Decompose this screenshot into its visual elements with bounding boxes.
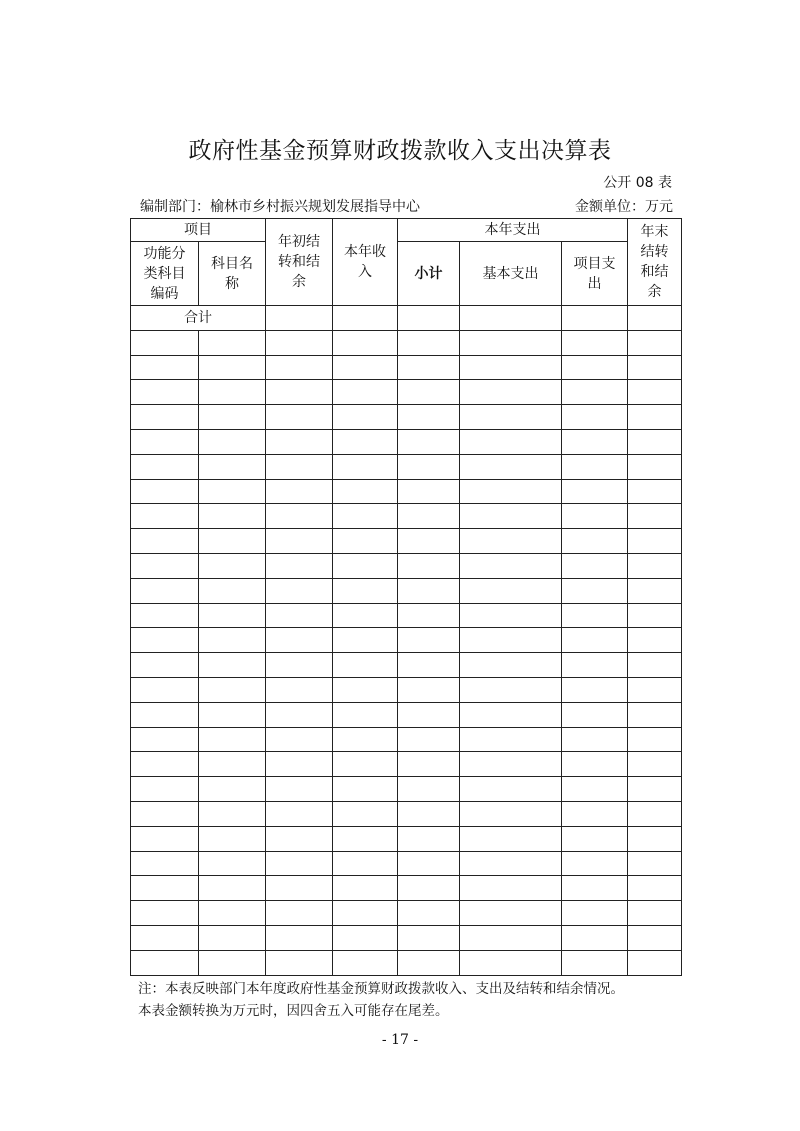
table-cell	[266, 306, 333, 331]
table-cell	[460, 777, 562, 802]
table-cell	[628, 777, 682, 802]
table-cell	[199, 950, 266, 975]
table-cell	[562, 653, 628, 678]
table-row	[131, 454, 682, 479]
table-row	[131, 405, 682, 430]
table-cell	[199, 405, 266, 430]
table-row	[131, 653, 682, 678]
department-label: 编制部门：榆林市乡村振兴规划发展指导中心	[140, 199, 420, 215]
table-cell	[199, 653, 266, 678]
table-cell	[562, 851, 628, 876]
table-cell	[562, 603, 628, 628]
table-row	[131, 603, 682, 628]
table-cell	[460, 380, 562, 405]
table-cell	[460, 826, 562, 851]
table-row	[131, 851, 682, 876]
table-row	[131, 801, 682, 826]
table-cell	[628, 355, 682, 380]
table-cell	[398, 702, 460, 727]
table-cell	[131, 801, 199, 826]
table-cell	[562, 826, 628, 851]
table-cell	[562, 876, 628, 901]
table-cell	[266, 405, 333, 430]
table-cell	[333, 727, 398, 752]
table-cell	[199, 355, 266, 380]
table-cell	[398, 653, 460, 678]
table-cell	[266, 355, 333, 380]
table-cell	[266, 628, 333, 653]
table-cell	[131, 405, 199, 430]
table-cell	[333, 950, 398, 975]
table-cell	[628, 727, 682, 752]
table-row	[131, 777, 682, 802]
table-cell	[131, 851, 199, 876]
table-cell	[398, 454, 460, 479]
table-cell	[333, 429, 398, 454]
table-cell	[266, 702, 333, 727]
table-cell	[199, 504, 266, 529]
table-cell	[266, 529, 333, 554]
table-cell	[562, 330, 628, 355]
table-cell	[628, 330, 682, 355]
table-cell	[460, 901, 562, 926]
table-cell	[199, 454, 266, 479]
table-cell	[562, 529, 628, 554]
table-cell	[199, 380, 266, 405]
table-cell	[460, 950, 562, 975]
table-cell	[333, 628, 398, 653]
table-cell	[333, 901, 398, 926]
table-cell	[266, 429, 333, 454]
footnote-line-1: 注：本表反映部门本年度政府性基金预算财政拨款收入、支出及结转和结余情况。	[138, 981, 624, 997]
table-cell	[398, 330, 460, 355]
table-row	[131, 504, 682, 529]
table-cell	[199, 628, 266, 653]
table-cell	[460, 628, 562, 653]
table-cell	[131, 330, 199, 355]
table-cell	[398, 727, 460, 752]
table-cell	[398, 429, 460, 454]
table-cell	[333, 801, 398, 826]
table-cell	[266, 454, 333, 479]
table-cell	[199, 603, 266, 628]
table-cell	[562, 727, 628, 752]
table-cell	[398, 306, 460, 331]
table-cell	[460, 454, 562, 479]
table-cell	[266, 677, 333, 702]
table-cell	[266, 479, 333, 504]
table-cell	[628, 479, 682, 504]
table-cell	[628, 826, 682, 851]
table-row	[131, 429, 682, 454]
table-row	[131, 826, 682, 851]
table-cell	[398, 851, 460, 876]
table-cell	[199, 925, 266, 950]
table-cell	[199, 752, 266, 777]
table-row	[131, 702, 682, 727]
table-cell	[131, 380, 199, 405]
table-cell	[562, 479, 628, 504]
table-cell	[398, 380, 460, 405]
footnote-line-2: 本表金额转换为万元时，因四舍五入可能存在尾差。	[138, 1003, 449, 1019]
table-cell	[333, 578, 398, 603]
table-cell	[460, 405, 562, 430]
table-cell	[333, 851, 398, 876]
header-project: 项目	[131, 219, 266, 242]
table-cell	[562, 306, 628, 331]
table-cell	[460, 801, 562, 826]
table-cell	[199, 876, 266, 901]
table-cell	[562, 752, 628, 777]
header-subtotal: 小计	[398, 242, 460, 306]
table-cell	[460, 925, 562, 950]
table-cell	[628, 925, 682, 950]
table-row	[131, 752, 682, 777]
table-cell	[199, 677, 266, 702]
table-row	[131, 529, 682, 554]
table-cell	[460, 355, 562, 380]
table-cell	[333, 925, 398, 950]
table-cell	[628, 653, 682, 678]
table-cell	[562, 553, 628, 578]
table-row	[131, 479, 682, 504]
table-cell	[131, 653, 199, 678]
header-end-balance: 年末结转和结余	[628, 219, 682, 306]
table-cell	[562, 380, 628, 405]
table-cell	[398, 578, 460, 603]
table-cell	[131, 529, 199, 554]
table-cell	[266, 380, 333, 405]
table-cell	[562, 355, 628, 380]
table-cell	[131, 925, 199, 950]
table-cell	[333, 454, 398, 479]
table-row	[131, 628, 682, 653]
table-cell	[460, 306, 562, 331]
table-cell	[562, 950, 628, 975]
table-cell	[199, 826, 266, 851]
table-cell	[266, 851, 333, 876]
table-cell	[628, 429, 682, 454]
table-cell	[562, 504, 628, 529]
table-cell	[131, 628, 199, 653]
table-cell	[266, 801, 333, 826]
table-cell	[628, 603, 682, 628]
table-cell	[562, 628, 628, 653]
table-cell	[333, 405, 398, 430]
table-cell	[460, 479, 562, 504]
table-cell	[333, 479, 398, 504]
table-cell	[628, 752, 682, 777]
table-cell	[628, 405, 682, 430]
table-cell	[562, 777, 628, 802]
header-begin-balance: 年初结转和结余	[266, 219, 333, 306]
table-cell	[199, 479, 266, 504]
table-cell	[333, 504, 398, 529]
table-cell	[333, 752, 398, 777]
table-cell	[131, 727, 199, 752]
table-cell	[628, 553, 682, 578]
table-cell	[266, 603, 333, 628]
table-cell	[131, 752, 199, 777]
table-cell	[562, 578, 628, 603]
table-cell	[460, 578, 562, 603]
table-cell	[266, 578, 333, 603]
table-cell	[266, 777, 333, 802]
table-cell	[398, 826, 460, 851]
table-row	[131, 727, 682, 752]
table-cell	[460, 330, 562, 355]
table-cell	[398, 901, 460, 926]
table-cell	[460, 429, 562, 454]
table-cell	[333, 380, 398, 405]
table-row	[131, 950, 682, 975]
table-cell	[266, 553, 333, 578]
table-cell	[460, 653, 562, 678]
amount-unit-label: 金额单位：万元	[575, 199, 673, 215]
table-cell	[266, 330, 333, 355]
table-cell	[199, 901, 266, 926]
table-cell	[199, 727, 266, 752]
table-cell	[266, 876, 333, 901]
table-cell	[266, 950, 333, 975]
table-cell	[628, 306, 682, 331]
table-cell	[628, 702, 682, 727]
table-cell	[628, 677, 682, 702]
table-cell	[266, 901, 333, 926]
table-cell	[131, 454, 199, 479]
table-cell	[333, 306, 398, 331]
table-cell	[398, 677, 460, 702]
table-cell	[199, 578, 266, 603]
header-func-code: 功能分类科目编码	[131, 242, 199, 306]
header-project-expense: 项目支出	[562, 242, 628, 306]
header-income: 本年收入	[333, 219, 398, 306]
table-cell	[460, 529, 562, 554]
table-cell	[333, 330, 398, 355]
table-cell	[333, 603, 398, 628]
footnote	[138, 978, 698, 1022]
table-cell	[398, 628, 460, 653]
table-cell	[199, 330, 266, 355]
table-cell	[398, 876, 460, 901]
table-cell	[562, 405, 628, 430]
table-cell	[131, 950, 199, 975]
table-cell	[266, 752, 333, 777]
table-cell	[562, 801, 628, 826]
table-cell	[628, 801, 682, 826]
table-cell	[398, 801, 460, 826]
table-cell	[562, 901, 628, 926]
header-row-1	[131, 219, 682, 242]
table-cell	[131, 901, 199, 926]
page-title: 政府性基金预算财政拨款收入支出决算表	[188, 138, 612, 164]
table-cell	[398, 529, 460, 554]
table-cell	[628, 628, 682, 653]
table-cell	[398, 355, 460, 380]
table-cell	[131, 876, 199, 901]
table-cell	[398, 504, 460, 529]
table-cell	[333, 653, 398, 678]
table-cell	[460, 553, 562, 578]
table-cell	[398, 603, 460, 628]
table-cell	[460, 677, 562, 702]
header-expense-group: 本年支出	[398, 219, 628, 242]
total-label: 合计	[131, 306, 266, 331]
table-cell	[199, 553, 266, 578]
table-cell	[131, 603, 199, 628]
table-cell	[628, 851, 682, 876]
table-cell	[460, 851, 562, 876]
table-cell	[460, 727, 562, 752]
table-row	[131, 380, 682, 405]
table-cell	[199, 777, 266, 802]
header-row-2	[131, 242, 682, 306]
table-cell	[131, 826, 199, 851]
table-cell	[333, 529, 398, 554]
table-cell	[266, 653, 333, 678]
table-row	[131, 677, 682, 702]
table-cell	[628, 454, 682, 479]
table-cell	[398, 479, 460, 504]
table-cell	[628, 578, 682, 603]
table-row	[131, 578, 682, 603]
page-number: - 17 -	[381, 1032, 419, 1048]
table-cell	[131, 429, 199, 454]
table-cell	[266, 925, 333, 950]
table-cell	[562, 454, 628, 479]
table-cell	[131, 553, 199, 578]
table-cell	[131, 479, 199, 504]
table-cell	[333, 553, 398, 578]
table-cell	[266, 727, 333, 752]
table-cell	[199, 429, 266, 454]
table-cell	[131, 504, 199, 529]
table-cell	[628, 950, 682, 975]
table-cell	[398, 950, 460, 975]
table-cell	[398, 925, 460, 950]
table-cell	[628, 504, 682, 529]
table-cell	[131, 578, 199, 603]
table-cell	[333, 355, 398, 380]
table-cell	[628, 380, 682, 405]
table-cell	[199, 851, 266, 876]
table-cell	[398, 752, 460, 777]
table-cell	[333, 702, 398, 727]
table-cell	[333, 876, 398, 901]
table-cell	[628, 529, 682, 554]
table-cell	[460, 702, 562, 727]
table-cell	[460, 876, 562, 901]
table-cell	[460, 504, 562, 529]
table-cell	[131, 677, 199, 702]
header-basic-expense: 基本支出	[460, 242, 562, 306]
table-cell	[199, 702, 266, 727]
table-cell	[199, 529, 266, 554]
table-cell	[562, 702, 628, 727]
table-row	[131, 876, 682, 901]
table-cell	[398, 777, 460, 802]
table-row	[131, 925, 682, 950]
table-cell	[266, 504, 333, 529]
table-cell	[131, 702, 199, 727]
table-cell	[333, 677, 398, 702]
table-row	[131, 901, 682, 926]
table-cell	[199, 801, 266, 826]
table-row	[131, 553, 682, 578]
total-row	[131, 306, 682, 331]
header-subject-name: 科目名称	[199, 242, 266, 306]
table-cell	[628, 901, 682, 926]
table-cell	[333, 777, 398, 802]
table-cell	[460, 603, 562, 628]
table-row	[131, 330, 682, 355]
table-cell	[333, 826, 398, 851]
table-cell	[628, 876, 682, 901]
table-cell	[266, 826, 333, 851]
table-cell	[460, 752, 562, 777]
table-cell	[562, 677, 628, 702]
table-row	[131, 355, 682, 380]
table-cell	[131, 777, 199, 802]
table-cell	[398, 553, 460, 578]
table-cell	[131, 355, 199, 380]
budget-table	[130, 218, 682, 976]
table-cell	[562, 925, 628, 950]
form-number: 公开 08 表	[603, 175, 672, 191]
table-cell	[398, 405, 460, 430]
table-cell	[562, 429, 628, 454]
